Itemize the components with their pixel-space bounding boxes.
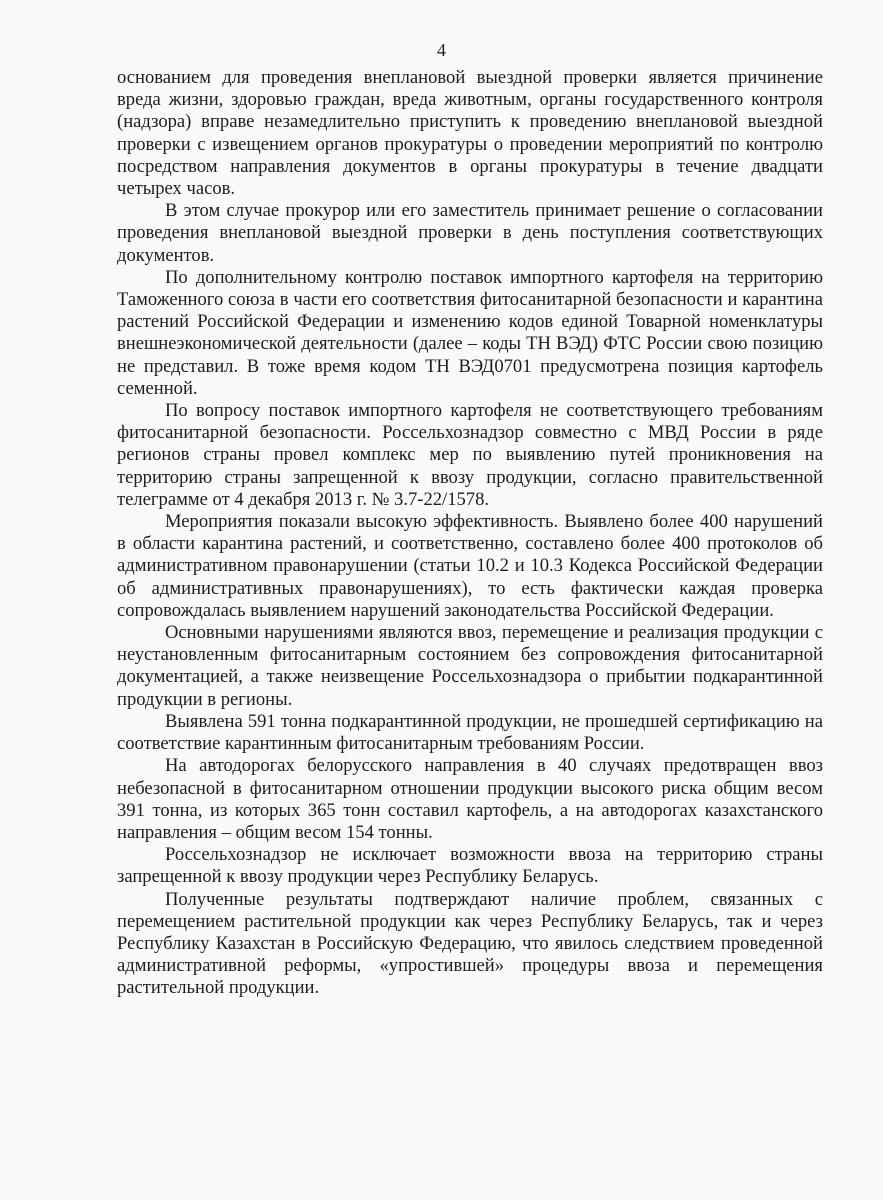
paragraph-import-supplies: По вопросу поставок импортного картофеля не соответствующего требованиям фитосанитарной безопасности. Россельхознадзор совместно с МВД России в ряде регионов страны провел комплекс мер по выявлению путей проникновения на территорию страны запрещенной к ввозу продукции, согласно правительственной телеграмме от 4 декабря 2013 г. № 3.7-22/1578. <box>117 400 823 510</box>
paragraph-results: Полученные результаты подтверждают наличие проблем, связанных с перемещением растительной продукции как через Республику Беларусь, так и через Республику Казахстан в Российскую Федерацию, что явилось следствием проведенной административной реформы, «упростившей» процедуры ввоза и перемещения растительной продукции. <box>117 888 823 999</box>
paragraph-inspection-grounds: основанием для проведения внеплановой выездной проверки является причинение вреда жизни, здоровью граждан, вреда животным, органы государственного контроля (надзора) вправе незамедлительно приступить к проведению внеплановой выездной проверки с извещением органов прокуратуры о проведении мероприятий по контролю посредством направления документов в органы прокуратуры в течение двадцати четырех часов. <box>117 67 823 200</box>
paragraph-import-possibility: Россельхознадзор не исключает возможности ввоза на территорию страны запрещенной к ввозу продукции через Республику Беларусь. <box>117 844 823 888</box>
paragraph-belarus-roads: На автодорогах белорусского направления в 40 случаях предотвращен ввоз небезопасной в фитосанитарном отношении продукции высокого риска общим весом 391 тонна, из которых 365 тонн составил картофель, а на автодорогах казахстанского направления – общим весом 154 тонны. <box>117 755 823 843</box>
paragraph-main-violations: Основными нарушениями являются ввоз, перемещение и реализация продукции с неустановленным фитосанитарным состоянием без сопровождения фитосанитарной документацией, а также неизвещение Россельхознадзора о прибытии подкарантинной продукции в регионы. <box>117 622 823 710</box>
paragraph-detected-products: Выявлена 591 тонна подкарантинной продукции, не прошедшей сертификацию на соответствие карантинным фитосанитарным требованиям России. <box>117 710 823 755</box>
paragraph-additional-control: По дополнительному контролю поставок импортного картофеля на территорию Таможенного союза в части его соответствия фитосанитарной безопасности и карантина растений Российской Федерации и изменению кодов единой Товарной номенклатуры внешнеэкономической деятельности (далее – коды ТН ВЭД) ФТС России свою позицию не представил. В тоже время кодом ТН ВЭД0701 предусмотрена позиция картофель семенной. <box>117 266 823 399</box>
page-number: 4 <box>437 40 446 60</box>
paragraph-efficiency: Мероприятия показали высокую эффективность. Выявлено более 400 нарушений в области карантина растений, и соответственно, составлено более 400 протоколов об административном правонарушении (статьи 10.2 и 10.3 Кодекса Российской Федерации об административных правонарушениях), то есть фактически каждая проверка сопровождалась выявлением нарушений законодательства Российской Федерации. <box>117 511 823 621</box>
document-body <box>117 67 823 1000</box>
paragraph-prosecutor-decision: В этом случае прокурор или его заместитель принимает решение о согласовании проведения внеплановой выездной проверки в день поступления соответствующих документов. <box>117 200 823 266</box>
